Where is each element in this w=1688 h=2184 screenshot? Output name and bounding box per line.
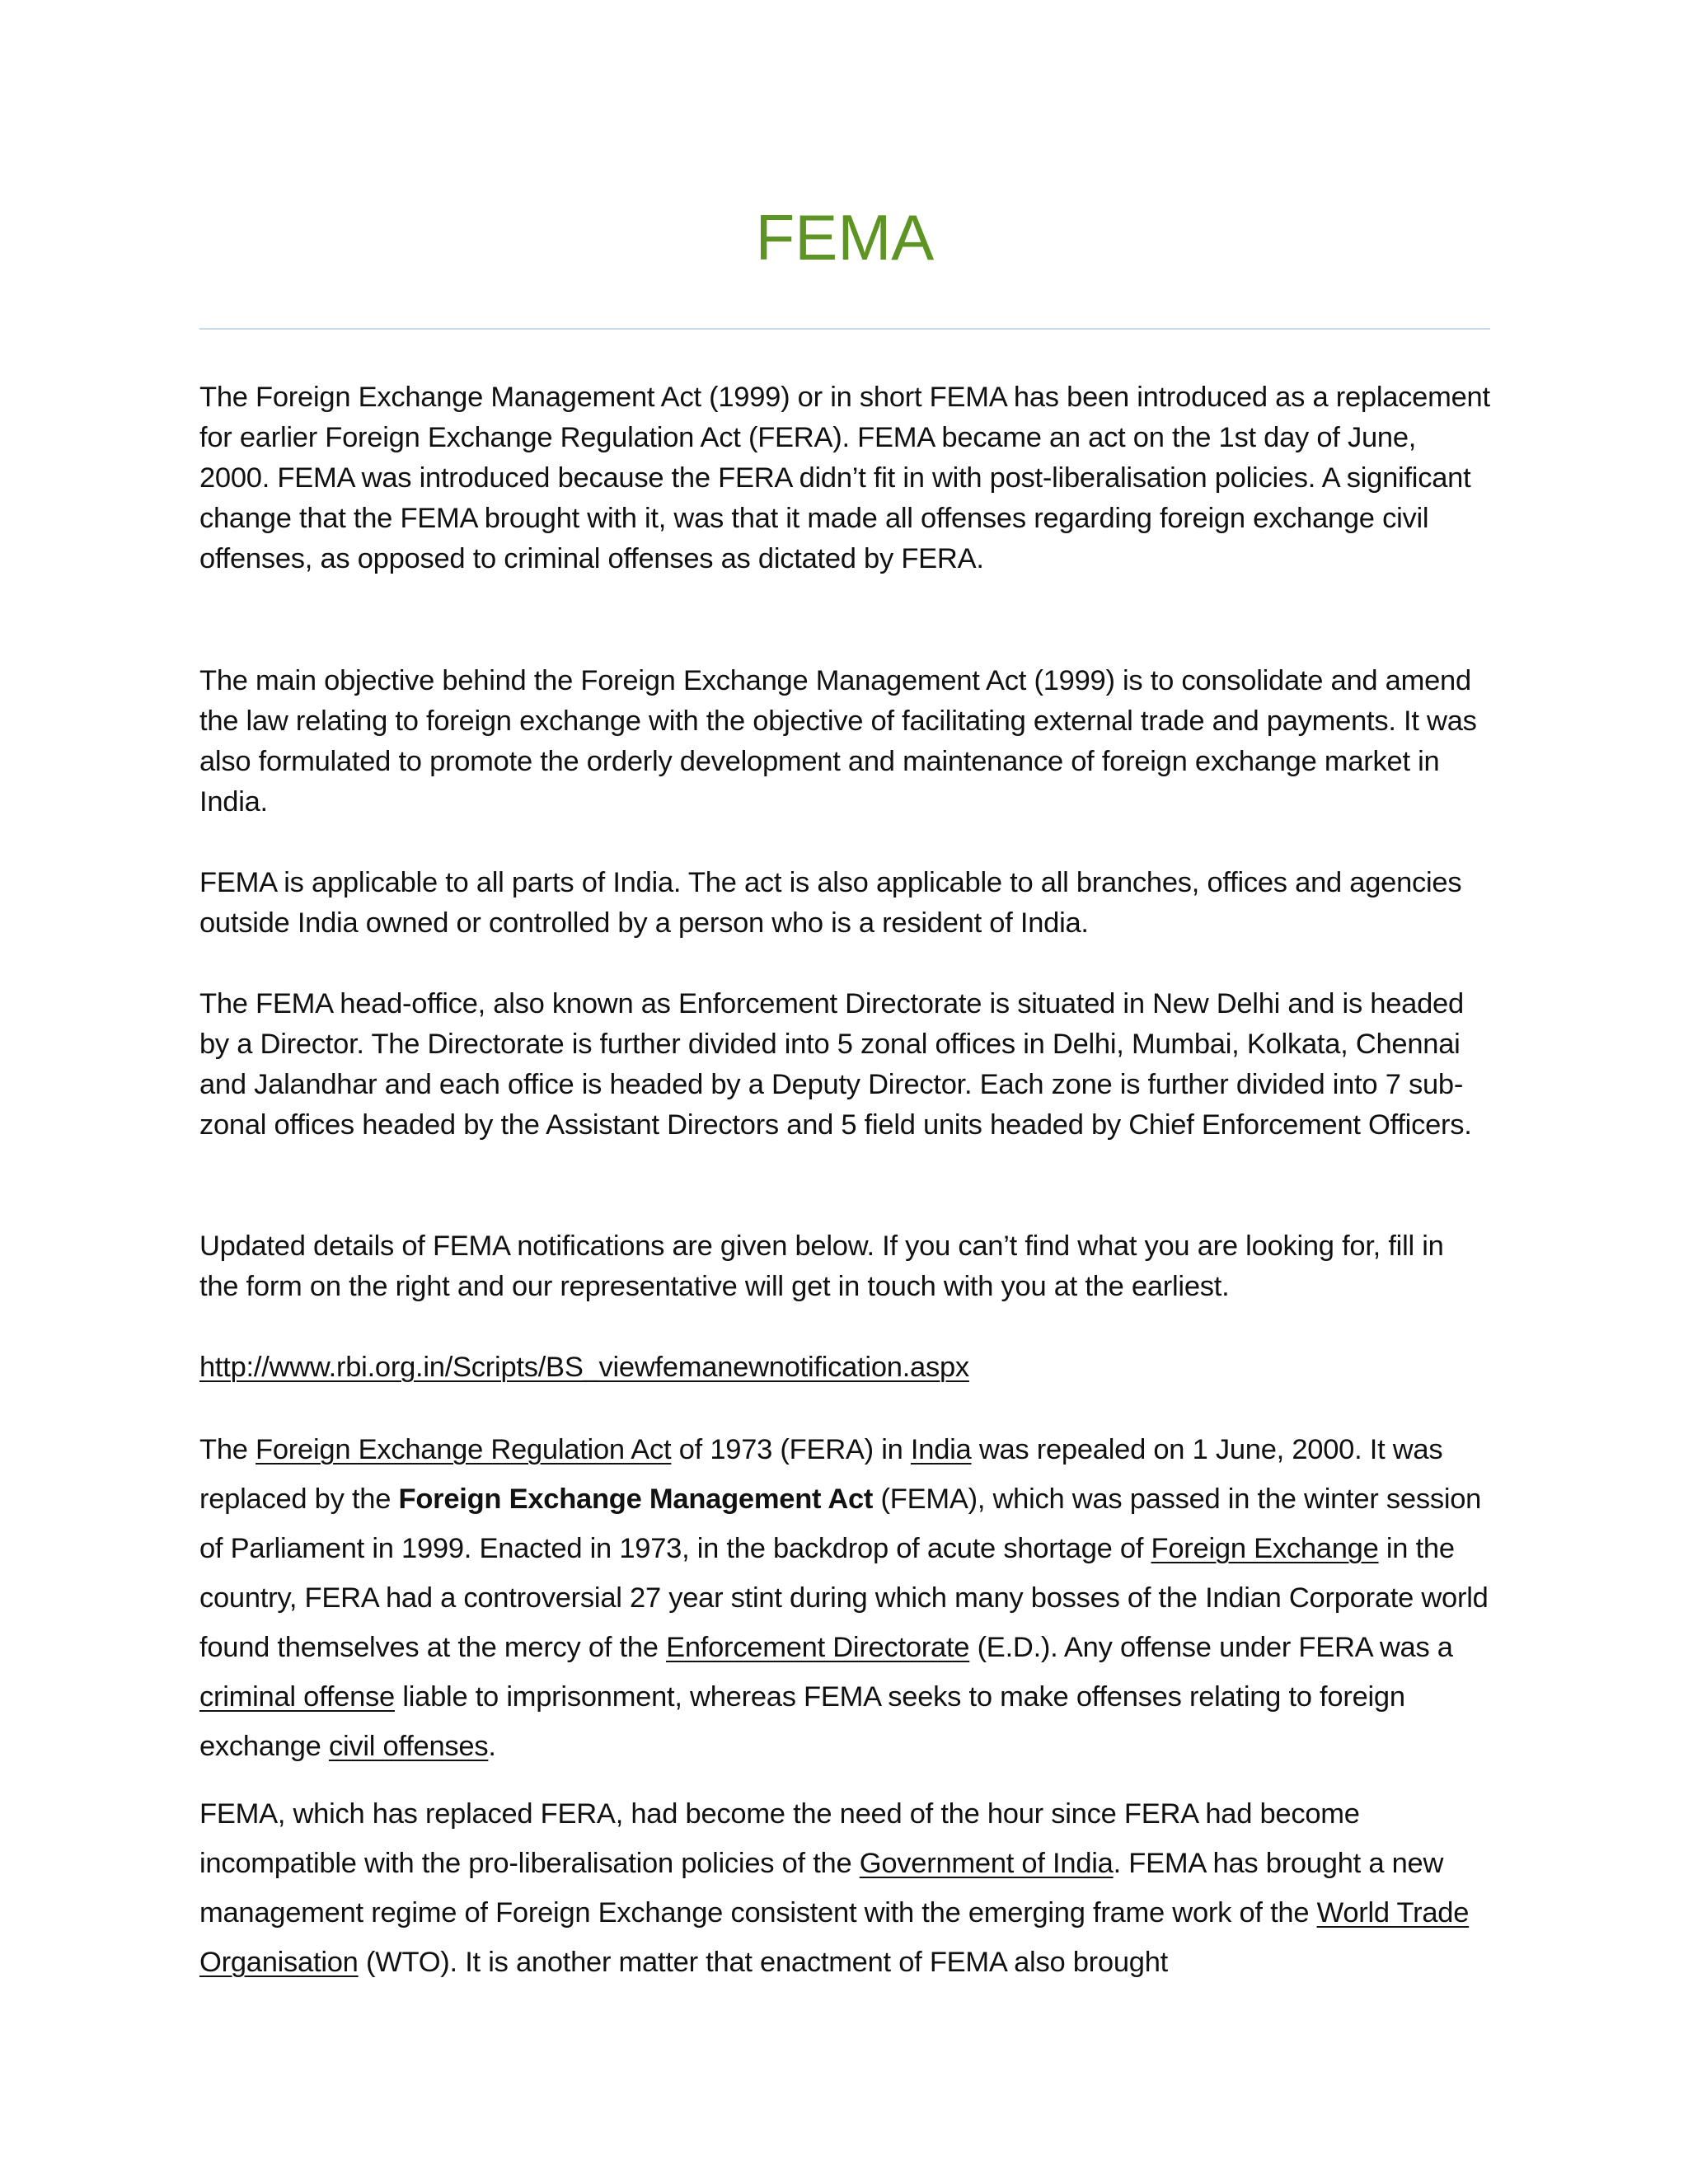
text-span: . xyxy=(488,1731,496,1762)
text-span: of 1973 (FERA) in xyxy=(671,1434,911,1465)
fera-link[interactable]: Foreign Exchange Regulation Act xyxy=(256,1434,672,1465)
text-span: was repealed on 1 June, 2000. It was replaced by the xyxy=(199,1434,1443,1515)
fema-bold-term: Foreign Exchange Management Act xyxy=(398,1483,874,1515)
title-divider xyxy=(199,328,1490,330)
enforcement-directorate-link[interactable]: Enforcement Directorate xyxy=(666,1632,970,1663)
rbi-link-paragraph xyxy=(199,1347,1490,1388)
government-of-india-link[interactable]: Government of India xyxy=(859,1848,1114,1879)
text-span: liable to imprisonment, whereas FEMA seeks to make offenses relating to foreign exchange xyxy=(199,1681,1405,1762)
paragraph-introduction: The Foreign Exchange Management Act (1999) or in short FEMA has been introduced as a replacement for earlier Foreign Exchange Regulation Act (FERA). FEMA became an act on the 1st day of June, 2000. FEMA was introduced because the FERA didn’t fit in with post-liberalisation policies. A significant change that the FEMA brought with it, was that it made all offenses regarding foreign exchange civil offenses, as opposed to criminal offenses as dictated by FERA. xyxy=(199,382,1490,574)
text-span: (FEMA), which was passed in the winter session of Parliament in 1999. Enacted in 1973, in the backdrop of acute shortage of xyxy=(199,1483,1482,1564)
text-span: . FEMA has brought a new management regime of Foreign Exchange consistent with the emerging frame work of the xyxy=(199,1848,1444,1929)
rbi-notification-link[interactable]: http://www.rbi.org.in/Scripts/BS_viewfemanewnotification.aspx xyxy=(199,1352,969,1383)
paragraph-notifications: Updated details of FEMA notifications are given below. If you can’t find what you are looking for, fill in the form on the right and our representative will get in touch with you at the earliest. xyxy=(199,1230,1444,1302)
text-span: (WTO). It is another matter that enactment of FEMA also brought xyxy=(358,1947,1168,1978)
foreign-exchange-link[interactable]: Foreign Exchange xyxy=(1151,1533,1379,1564)
criminal-offense-link[interactable]: criminal offense xyxy=(199,1681,395,1713)
page-title: FEMA xyxy=(755,201,935,274)
paragraph-applicability: FEMA is applicable to all parts of India. The act is also applicable to all branches, offices and agencies outside India owned or controlled by a person who is a resident of India. xyxy=(199,867,1462,939)
text-span: (E.D.). Any offense under FERA was a xyxy=(969,1632,1453,1663)
india-link[interactable]: India xyxy=(910,1434,972,1465)
paragraph-fera-history xyxy=(199,1425,1490,1771)
text-span: in the country, FERA had a controversial 27 year stint during which many bosses of the Indian Corporate world found themselves at the mercy of the xyxy=(199,1533,1489,1663)
paragraph-fema-replacement xyxy=(199,1789,1490,1987)
text-span: The xyxy=(199,1434,256,1465)
text-span: FEMA, which has replaced FERA, had become the need of the hour since FERA had become incompatible with the pro-liberalisation policies of the xyxy=(199,1798,1360,1879)
civil-offenses-link[interactable]: civil offenses xyxy=(328,1731,489,1762)
wto-link[interactable]: World Trade Organisation xyxy=(199,1897,1470,1978)
paragraph-head-office: The FEMA head-office, also known as Enforcement Directorate is situated in New Delhi and is headed by a Director. The Directorate is further divided into 5 zonal offices in Delhi, Mumbai, Kolkata, Chennai and Jalandhar and each office is headed by a Deputy Director. Each zone is further divided into 7 sub-zonal offices headed by the Assistant Directors and 5 field units headed by Chief Enforcement Officers. xyxy=(199,988,1472,1141)
paragraph-objective: The main objective behind the Foreign Exchange Management Act (1999) is to consolidate and amend the law relating to foreign exchange with the objective of facilitating external trade and payments. It was also formulated to promote the orderly development and maintenance of foreign exchange market in India. xyxy=(199,665,1477,818)
